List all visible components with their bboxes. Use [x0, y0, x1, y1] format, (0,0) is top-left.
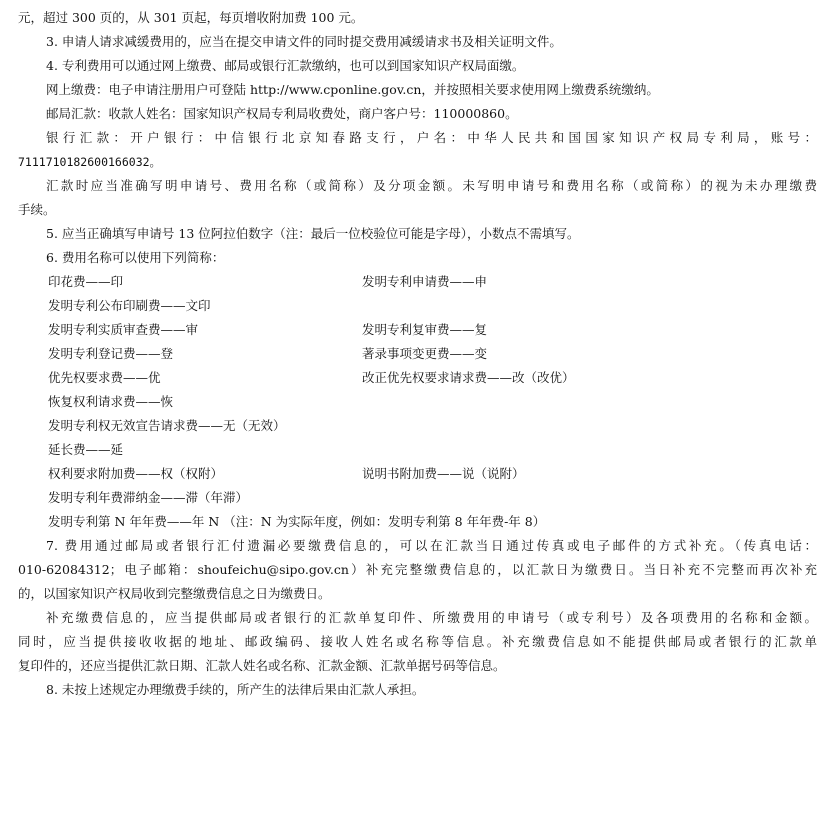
- item-4-text: 4. 专利费用可以通过网上缴费、邮局或银行汇款缴纳，也可以到国家知识产权局面缴。: [46, 58, 525, 73]
- abbrev-item: 发明专利登记费——登: [48, 346, 174, 361]
- abbrev-item: 发明专利权无效宣告请求费——无（无效）: [48, 418, 286, 433]
- postal-remittance-text: 邮局汇款：收款人姓名：国家知识产权局专利局收费处，商户客户号：110000860。: [46, 106, 518, 121]
- item-7-text: 7. 费用通过邮局或者银行汇付遗漏必要缴费信息的，可以在汇款当日通过传真或电子邮件的方式补充。（传真电话：: [46, 538, 817, 553]
- item-6-text: 6. 费用名称可以使用下列简称：: [46, 250, 225, 265]
- abbrev-item: 权利要求附加费——权（权附）: [48, 466, 224, 481]
- remittance-note-text: 汇款时应当准确写明申请号、费用名称（或简称）及分项金额。未写明申请号和费用名称（或简称）的视为未办理缴费: [46, 178, 817, 193]
- abbrev-item: 优先权要求费——优: [48, 370, 161, 385]
- abbrev-item: 说明书附加费——说（说附）: [362, 466, 525, 481]
- abbrev-item: 发明专利复审费——复: [362, 322, 488, 337]
- supplement-info-text-cont: 复印件的，还应当提供汇款日期、汇款人姓名或名称、汇款金额、汇款单据号码等信息。: [18, 658, 506, 673]
- item-7-text-cont: 的，以国家知识产权局收到完整缴费信息之日为缴费日。: [18, 586, 331, 601]
- abbrev-item: 发明专利公布印刷费——文印: [48, 298, 211, 313]
- bank-account-number: 7111710182600166032。: [18, 155, 162, 169]
- abbrev-item: 改正优先权要求请求费——改（改优）: [362, 370, 575, 385]
- supplement-info-text: 补充缴费信息的，应当提供邮局或者银行的汇款单复印件、所缴费用的申请号（或专利号）及各项费用的名称和金额。: [46, 610, 817, 625]
- abbrev-item: 延长费——延: [48, 442, 124, 457]
- abbrev-item: 发明专利申请费——申: [362, 274, 488, 289]
- item-3-text: 3. 申请人请求减缓费用的，应当在提交申请文件的同时提交费用减缓请求书及相关证明文件。: [46, 34, 562, 49]
- supplement-info-text-cont: 同时，应当提供接收收据的地址、邮政编码、接收人姓名或名称等信息。补充缴费信息如不能提供邮局或者银行的汇款单: [18, 634, 817, 649]
- bank-remittance-text: 银行汇款：开户银行：中信银行北京知春路支行，户名：中华人民共和国国家知识产权局专利局，账号：: [46, 130, 817, 145]
- remittance-note-text-cont: 手续。: [18, 202, 56, 217]
- online-payment-text: 网上缴费：电子申请注册用户可登陆 http://www.cponline.gov.cn，并按照相关要求使用网上缴费系统缴纳。: [46, 82, 659, 97]
- text-line: 元，超过 300 页的，从 301 页起，每页增收附加费 100 元。: [18, 10, 364, 25]
- item-7-text-cont: 010-62084312；电子邮箱：shoufeichu@sipo.gov.cn）补充完整缴费信息的，以汇款日为缴费日。当日补充不完整而再次补充: [18, 562, 817, 577]
- abbrev-item: 印花费——印: [48, 274, 124, 289]
- abbrev-item: 发明专利第 N 年年费——年 N （注：N 为实际年度，例如：发明专利第 8 年年费-年 8）: [48, 514, 546, 529]
- item-8-text: 8. 未按上述规定办理缴费手续的，所产生的法律后果由汇款人承担。: [46, 682, 425, 697]
- abbrev-item: 发明专利年费滞纳金——滞（年滞）: [48, 490, 249, 505]
- abbrev-item: 恢复权利请求费——恢: [48, 394, 174, 409]
- item-5-text: 5. 应当正确填写申请号 13 位阿拉伯数字（注：最后一位校验位可能是字母），小数点不需填写。: [46, 226, 580, 241]
- abbrev-item: 发明专利实质审查费——审: [48, 322, 199, 337]
- abbrev-item: 著录事项变更费——变: [362, 346, 488, 361]
